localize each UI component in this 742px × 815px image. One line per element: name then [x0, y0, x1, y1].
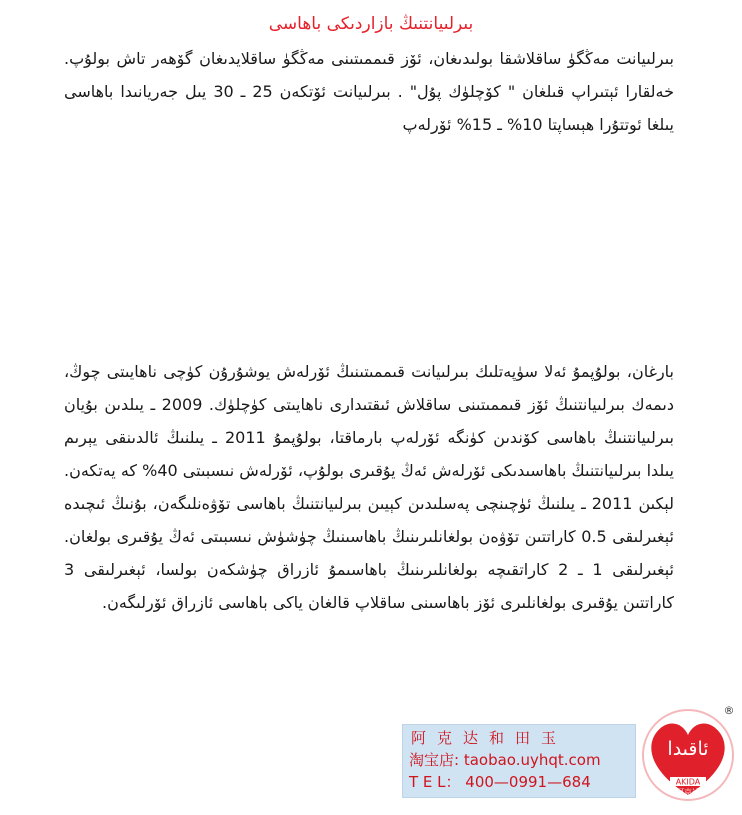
logo-uyghur-text: ئاقىدا: [667, 738, 709, 760]
shop-url[interactable]: 淘宝店: taobao.uyhqt.com: [409, 751, 601, 769]
logo-en-text: AKIDA: [675, 777, 701, 787]
shop-ad-box: [402, 724, 636, 798]
akida-logo: [640, 703, 736, 811]
logo-cn-text: 阿克达: [676, 788, 700, 797]
paragraph-1: بىرلىيانت مەڭگۈ ساقلاشقا بولىدىغان، ئۆز قىممىتىنى مەڭگۈ ساقلايدىغان گۆھەر تاش بولۇپ. خەلقارا ئېتىراپ قىلغان " كۆچلۈك پۇل" . بىرلىيانت ئۆتكەن 25 ـ 30 يىل جەريانىدا باھاسى يىلغا ئوتتۇرا ھېساپتا 10% ـ 15% ئۆرلەپ: [64, 49, 675, 134]
shop-name: 阿克达和田玉: [411, 729, 568, 747]
shop-phone: T E L： 400—0991—684: [409, 773, 591, 791]
paragraph-2: بارغان، بولۇپمۇ ئەلا سۈپەتلىك بىرلىيانت قىممىتىنىڭ ئۆرلەش يوشۇرۇن كۈچى ناھايىتى چوڭ، دىمەك بىرلىيانتنىڭ ئۆز قىممىتىنى ساقلاش ئىقتىدارى ناھايىتى كۈچلۈك. 2009 ـ يىلدىن بۇيان بىرلىيانتنىڭ باھاسى كۆندىن كۈنگە ئۆرلەپ بارماقتا، بولۇپمۇ 2011 ـ يىلنىڭ ئالدىنقى يېرىم يىلدا بىرلىيانتنىڭ باھاسىدىكى ئۆرلەش ئەڭ يۇقىرى بولۇپ، ئۆرلەش نىسبىتى 40% كە يەتكەن. لېكىن 2011 ـ يىلنىڭ ئۈچىنچى پەسلىدىن كېيىن بىرلىيانتنىڭ باھاسى تۆۋەنلىگەن، بۇنىڭ ئىچىدە ئېغىرلىقى 0.5 كاراتتىن تۆۋەن بولغانلىرىنىڭ باھاسىنىڭ چۈشۈش نىسبىتى ئەڭ يۇقىرى بولغان. ئېغىرلىقى 1 ـ 2 كاراتقىچە بولغانلىرىنىڭ باھاسىمۇ ئازراق چۈشكەن بولسا، ئېغىرلىقى 3 كاراتتىن يۇقىرى بولغانلىرى ئۆز باھاسىنى ساقلاپ قالغان ياكى باھاسى ئازراق ئۆرلىگەن.: [64, 362, 675, 612]
article-title: بىرلىيانتنىڭ بازاردىكى باھاسى: [268, 14, 474, 34]
registered-mark: ®: [723, 704, 735, 717]
